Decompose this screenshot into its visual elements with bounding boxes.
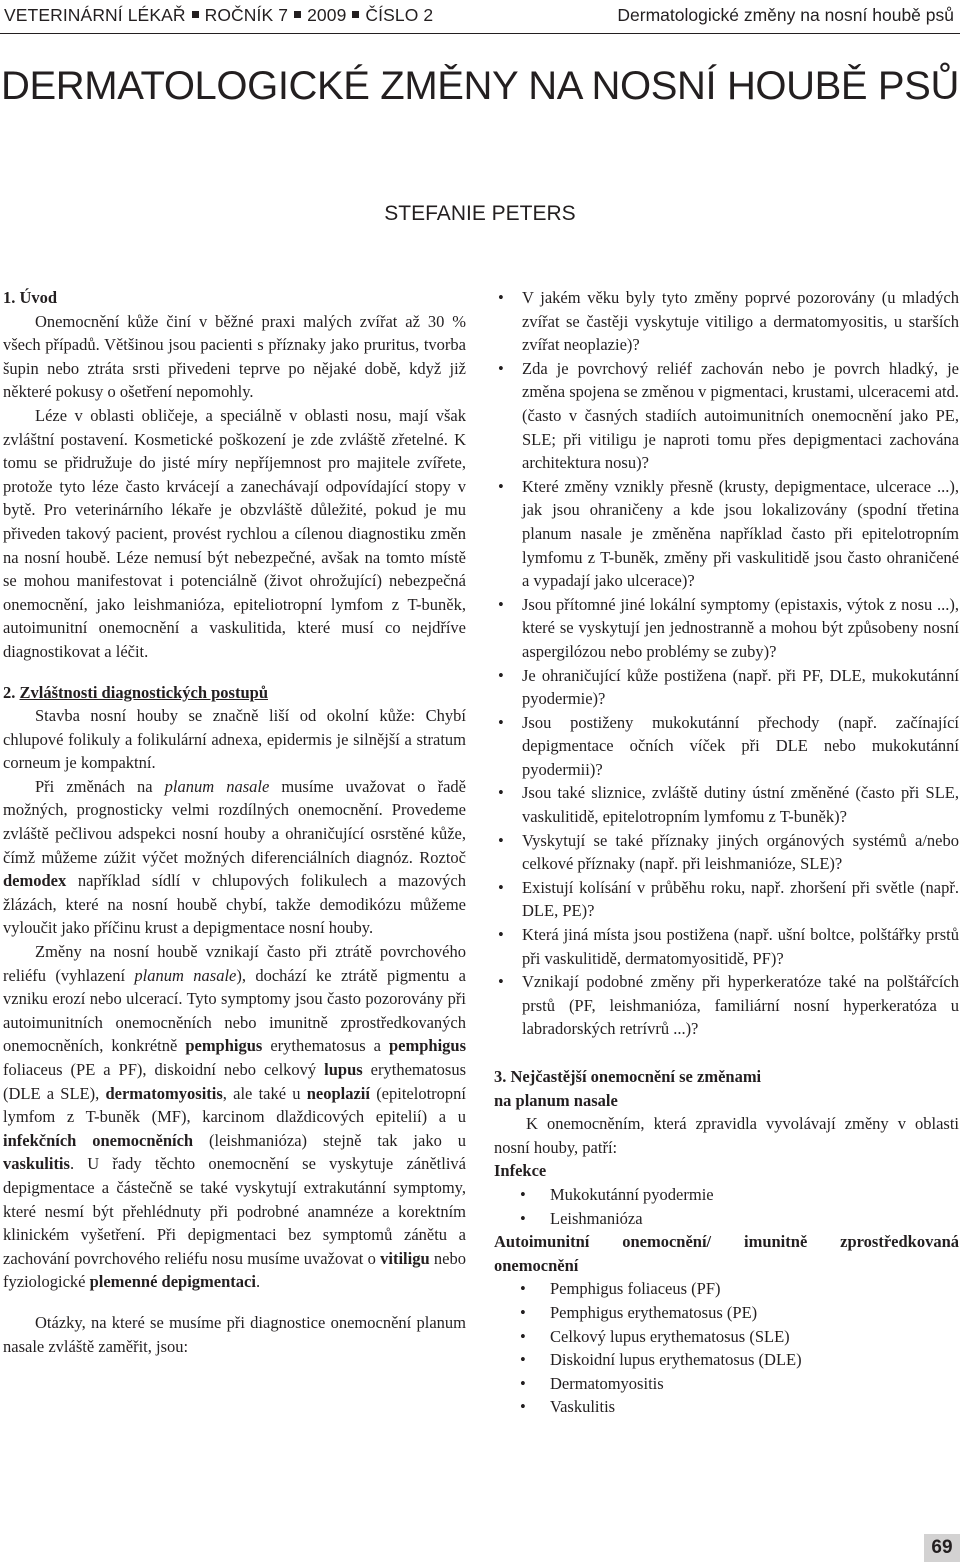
infections-list xyxy=(494,1183,959,1230)
autoimmune-list xyxy=(494,1277,959,1419)
section-heading-text: Zvláštnosti diagnostických postupů xyxy=(19,682,268,702)
diagnostics-paragraph-2: Při změnách na planum nasale musíme uvažovat o řadě možných, prognosticky velmi rozdílných onemocnění. Provedeme zvláště pečlivou adspekci nosní houby a ohraničující osrstěné kůže, čímž můžeme zúžit výčet možných diferenciálních diagnóz. Roztoč demodex například sídlí v chlupových folikulech a mazových žlázách, které na nosní houbě chybí, takže demodikózu můžeme vyloučit jako příčinu krust a depigmentace nosní houby. xyxy=(3,776,466,938)
list-item: • Jsou přítomné jiné lokální symptomy (epistaxis, výtok z nosu ...), které se vyskytují jen jednostranně a mohou být způsobeny nosní aspergilózou nebo problémy se zuby)? xyxy=(494,593,959,664)
diagnostic-questions-list xyxy=(494,286,959,1041)
diseases-intro-paragraph: K onemocněním, která zpravidla vyvolávají změny v oblasti nosní houby, patří: xyxy=(494,1114,959,1157)
list-item: • Která jiná místa jsou postižena (např. ušní boltce, polštářky prstů při vaskulitidě, dermatomyositidě, PF)? xyxy=(494,923,959,970)
group-title-autoimmune: Autoimunitní onemocnění/ imunitně zprostředkovaná onemocnění xyxy=(494,1232,959,1275)
section-number: 2. xyxy=(3,682,16,702)
section-heading-common-diseases: 3. Nejčastější onemocnění se změnami na planum nasale xyxy=(494,1067,762,1110)
left-column xyxy=(3,286,466,1358)
article-author: STEFANIE PETERS xyxy=(384,202,576,225)
diagnostics-paragraph-1: Stavba nosní houby se značně liší od okolní kůže: Chybí chlupové folikuly a folikulární adnexa, epidermis je silnější a stratum corneum je kompaktní. xyxy=(3,706,466,773)
list-item: • Celkový lupus erythematosus (SLE) xyxy=(494,1325,959,1349)
list-item: • Dermatomyositis xyxy=(494,1372,959,1396)
journal-name: VETERINÁRNÍ LÉKAŘ xyxy=(4,5,186,25)
list-item: • V jakém věku byly tyto změny poprvé pozorovány (u mladých zvířat se častěji vyskytuje vitiligo a dermatomyositis, u starších zvířat neoplazie)? xyxy=(494,286,959,357)
intro-paragraph-1: Onemocnění kůže činí v běžné praxi malých zvířat až 30 % všech případů. Většinou jsou pacienti s příznaky jako pruritus, tvorba šupin nebo ztráta srsti přivedeni teprve po nějaké době, když již některé pokusy o ošetření nepomohly. xyxy=(3,311,466,402)
list-item: • Leishmanióza xyxy=(494,1207,959,1231)
journal-year: 2009 xyxy=(307,5,347,25)
running-header xyxy=(0,0,960,34)
section-heading-diagnostics xyxy=(3,681,466,705)
journal-issue: ČÍSLO 2 xyxy=(365,5,434,25)
square-separator-icon xyxy=(192,11,199,18)
list-item: • Mukokutánní pyodermie xyxy=(494,1183,959,1207)
list-item: • Zda je povrchový reliéf zachován nebo je povrch hladký, je změna spojena se změnou v pigmentaci, krustami, ulceracemi atd. (často v časných stadiích autoimunitních onemocnění jako PE, SLE; při vitiligu je naproti tomu přes depigmentaci zachována architektura nosu)? xyxy=(494,357,959,475)
group-title-infections: Infekce xyxy=(494,1161,547,1181)
list-item: • Pemphigus erythematosus (PE) xyxy=(494,1301,959,1325)
list-item: • Diskoidní lupus erythematosus (DLE) xyxy=(494,1348,959,1372)
right-column xyxy=(494,286,959,1419)
journal-volume: ROČNÍK 7 xyxy=(204,5,289,25)
list-item: • Vaskulitis xyxy=(494,1395,959,1419)
square-separator-icon xyxy=(352,11,359,18)
questions-intro-paragraph: Otázky, na které se musíme při diagnostice onemocnění planum nasale zvláště zaměřit, jsou: xyxy=(3,1312,466,1356)
running-title: Dermatologické změny na nosní houbě psů xyxy=(617,5,954,25)
section-heading-intro: 1. Úvod xyxy=(3,288,58,307)
list-item: • Existují kolísání v průběhu roku, např. zhoršení při světle (např. DLE, PE)? xyxy=(494,876,959,923)
list-item: • Které změny vznikly přesně (krusty, depigmentace, ulcerace ...), jak jsou ohraničeny a kde jsou lokalizovány (spodní třetina planum nasale je změněna například často při epitelotropním lymfomu z T-buněk, změny při vaskulitidě jsou často ohraničené a vypadají jako ulcerace)? xyxy=(494,475,959,593)
diagnostics-paragraph-3: Změny na nosní houbě vznikají často při ztrátě povrchového reliéfu (vyhlazení planum nasale), dochází ke ztrátě pigmentu a vzniku erozí nebo ulcerací. Tyto symptomy jsou často pozorovány při autoimunitních onemocněních nebo imunitně zprostředkovaných onemocněních, konkrétně pemphigus erythematosus a pemphigus foliaceus (PE a PF), diskoidní nebo celkový lupus erythematosus (DLE a SLE), dermatomyositis, ale také u neoplazií (epitelotropní lymfom z T-buněk (MF), karcinom dlaždicových epitelií) a u infekčních onemocněních (leishmanióza) stejně tak jako u vaskulitis. U řady těchto onemocnění se vyskytuje zánětlivá depigmentace a částečně se také vyskytují extrakutánní symptomy, které nesmí být přehlédnuty při podrobné anamnéze a korektním klinickém vyšetření. Při depigmentaci bez symptomů zánětu a zachování povrchového reliéfu nosu musíme uvažovat o vitiligu nebo fyziologické plemenné depigmentaci. xyxy=(3,942,467,1292)
list-item: • Vyskytují se také příznaky jiných orgánových systémů a/nebo celkové příznaky (např. při leishmanióze, SLE)? xyxy=(494,829,959,876)
list-item: • Jsou také sliznice, zvláště dutiny ústní změněné (často při SLE, vaskulitidě, epitelotropním lymfomu z T-buněk)? xyxy=(494,781,959,828)
page-number: 69 xyxy=(924,1534,960,1562)
square-separator-icon xyxy=(294,11,301,18)
intro-paragraph-2: Léze v oblasti obličeje, a speciálně v oblasti nosu, mají však zvláštní postavení. Kosmetické poškození je zde zvláště zřetelné. K tomu se přidružuje do jisté míry nepříjemnost pro majitele zvířete, protože tyto léze často krvácejí a zanechávají odpovídající stopy v bytě. Pro veterinárního lékaře je obzvláště důležité, pokud je mu přiveden takový pacient, provést rychlou a cílenou diagnostiku změn na nosní houbě. Léze nemusí být nebezpečné, avšak na tomto místě se mohou manifestovat i potenciálně (život ohrožující) nebezpečná onemocnění, jako leishmanióza, epiteliotropní lymfom z T-buněk, autoimunitní onemocnění a vaskulitida, které musí co nejdříve diagnostikovat a léčit. xyxy=(3,405,466,661)
list-item: • Vznikají podobné změny při hyperkeratóze také na polštářcích prstů (PF, leishmanióza, familiární nosní hyperkeratóza u labradorských retrívrů ...)? xyxy=(494,970,959,1041)
list-item: • Pemphigus foliaceus (PF) xyxy=(494,1277,959,1301)
list-item: • Jsou postiženy mukokutánní přechody (např. začínající depigmentace očních víček při DLE nebo mukokutánní pyodermii)? xyxy=(494,711,959,782)
list-item: • Je ohraničující kůže postižena (např. při PF, DLE, mukokutánní pyodermie)? xyxy=(494,664,959,711)
article-title: DERMATOLOGICKÉ ZMĚNY NA NOSNÍ HOUBĚ PSŮ xyxy=(1,64,959,108)
journal-info xyxy=(4,5,433,26)
